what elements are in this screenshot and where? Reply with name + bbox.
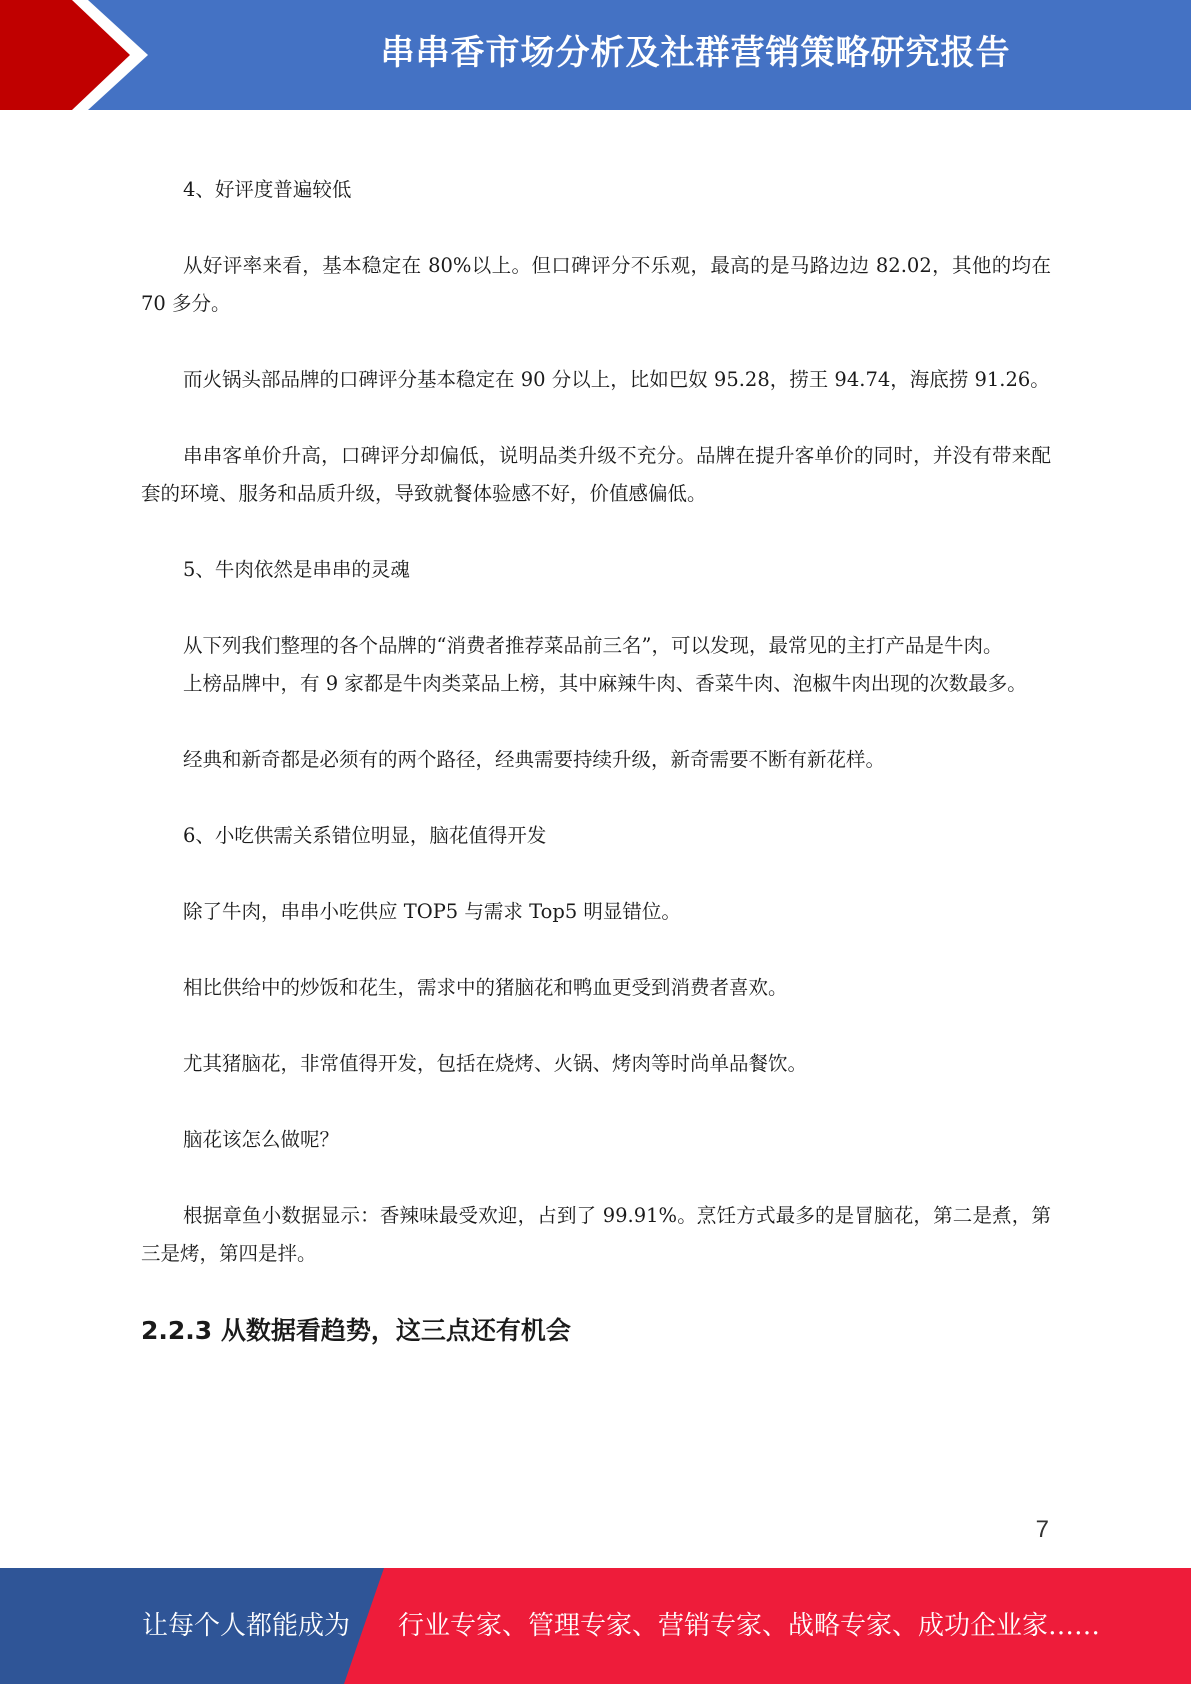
page-header bbox=[0, 0, 1191, 110]
footer-slogan-left: 让每个人都能成为 bbox=[142, 1611, 351, 1641]
paragraph: 从下列我们整理的各个品牌的“消费者推荐菜品前三名”，可以发现，最常见的主打产品是牛肉。 bbox=[183, 634, 1003, 657]
footer-slogan-right: 行业专家、管理专家、营销专家、战略专家、成功企业家…… bbox=[398, 1611, 1101, 1641]
paragraph: 根据章鱼小数据显示：香辣味最受欢迎，占到了 99.91%。烹饪方式最多的是冒脑花，第二是煮，第三是烤，第四是拌。 bbox=[141, 1204, 1051, 1265]
paragraph: 上榜品牌中，有 9 家都是牛肉类菜品上榜，其中麻辣牛肉、香菜牛肉、泡椒牛肉出现的次数最多。 bbox=[183, 672, 1027, 695]
paragraph: 相比供给中的炒饭和花生，需求中的猪脑花和鸭血更受到消费者喜欢。 bbox=[183, 976, 788, 999]
subsection-heading: 6、小吃供需关系错位明显，脑花值得开发 bbox=[183, 824, 547, 847]
paragraph: 串串客单价升高，口碑评分却偏低，说明品类升级不充分。品牌在提升客单价的同时，并没有带来配套的环境、服务和品质升级，导致就餐体验感不好，价值感偏低。 bbox=[141, 444, 1051, 505]
paragraph: 除了牛肉，串串小吃供应 TOP5 与需求 Top5 明显错位。 bbox=[183, 900, 681, 923]
paragraph: 经典和新奇都是必须有的两个路径，经典需要持续升级，新奇需要不断有新花样。 bbox=[183, 748, 886, 771]
subsection-heading: 4、好评度普遍较低 bbox=[183, 178, 352, 201]
paragraph: 脑花该怎么做呢？ bbox=[183, 1128, 340, 1151]
report-title: 串串香市场分析及社群营销策略研究报告 bbox=[380, 33, 1011, 73]
paragraph: 尤其猪脑花，非常值得开发，包括在烧烤、火锅、烤肉等时尚单品餐饮。 bbox=[183, 1052, 808, 1075]
page-footer bbox=[0, 1568, 1191, 1684]
page-number: 7 bbox=[1035, 1516, 1049, 1543]
section-heading: 2.2.3 从数据看趋势，这三点还有机会 bbox=[141, 1316, 571, 1345]
page-body bbox=[141, 171, 1051, 1351]
paragraph: 从好评率来看，基本稳定在 80%以上。但口碑评分不乐观，最高的是马路边边 82.02，其他的均在 70 多分。 bbox=[141, 254, 1051, 315]
paragraph: 而火锅头部品牌的口碑评分基本稳定在 90 分以上，比如巴奴 95.28，捞王 94.74，海底捞 91.26。 bbox=[183, 368, 1050, 391]
subsection-heading: 5、牛肉依然是串串的灵魂 bbox=[183, 558, 410, 581]
